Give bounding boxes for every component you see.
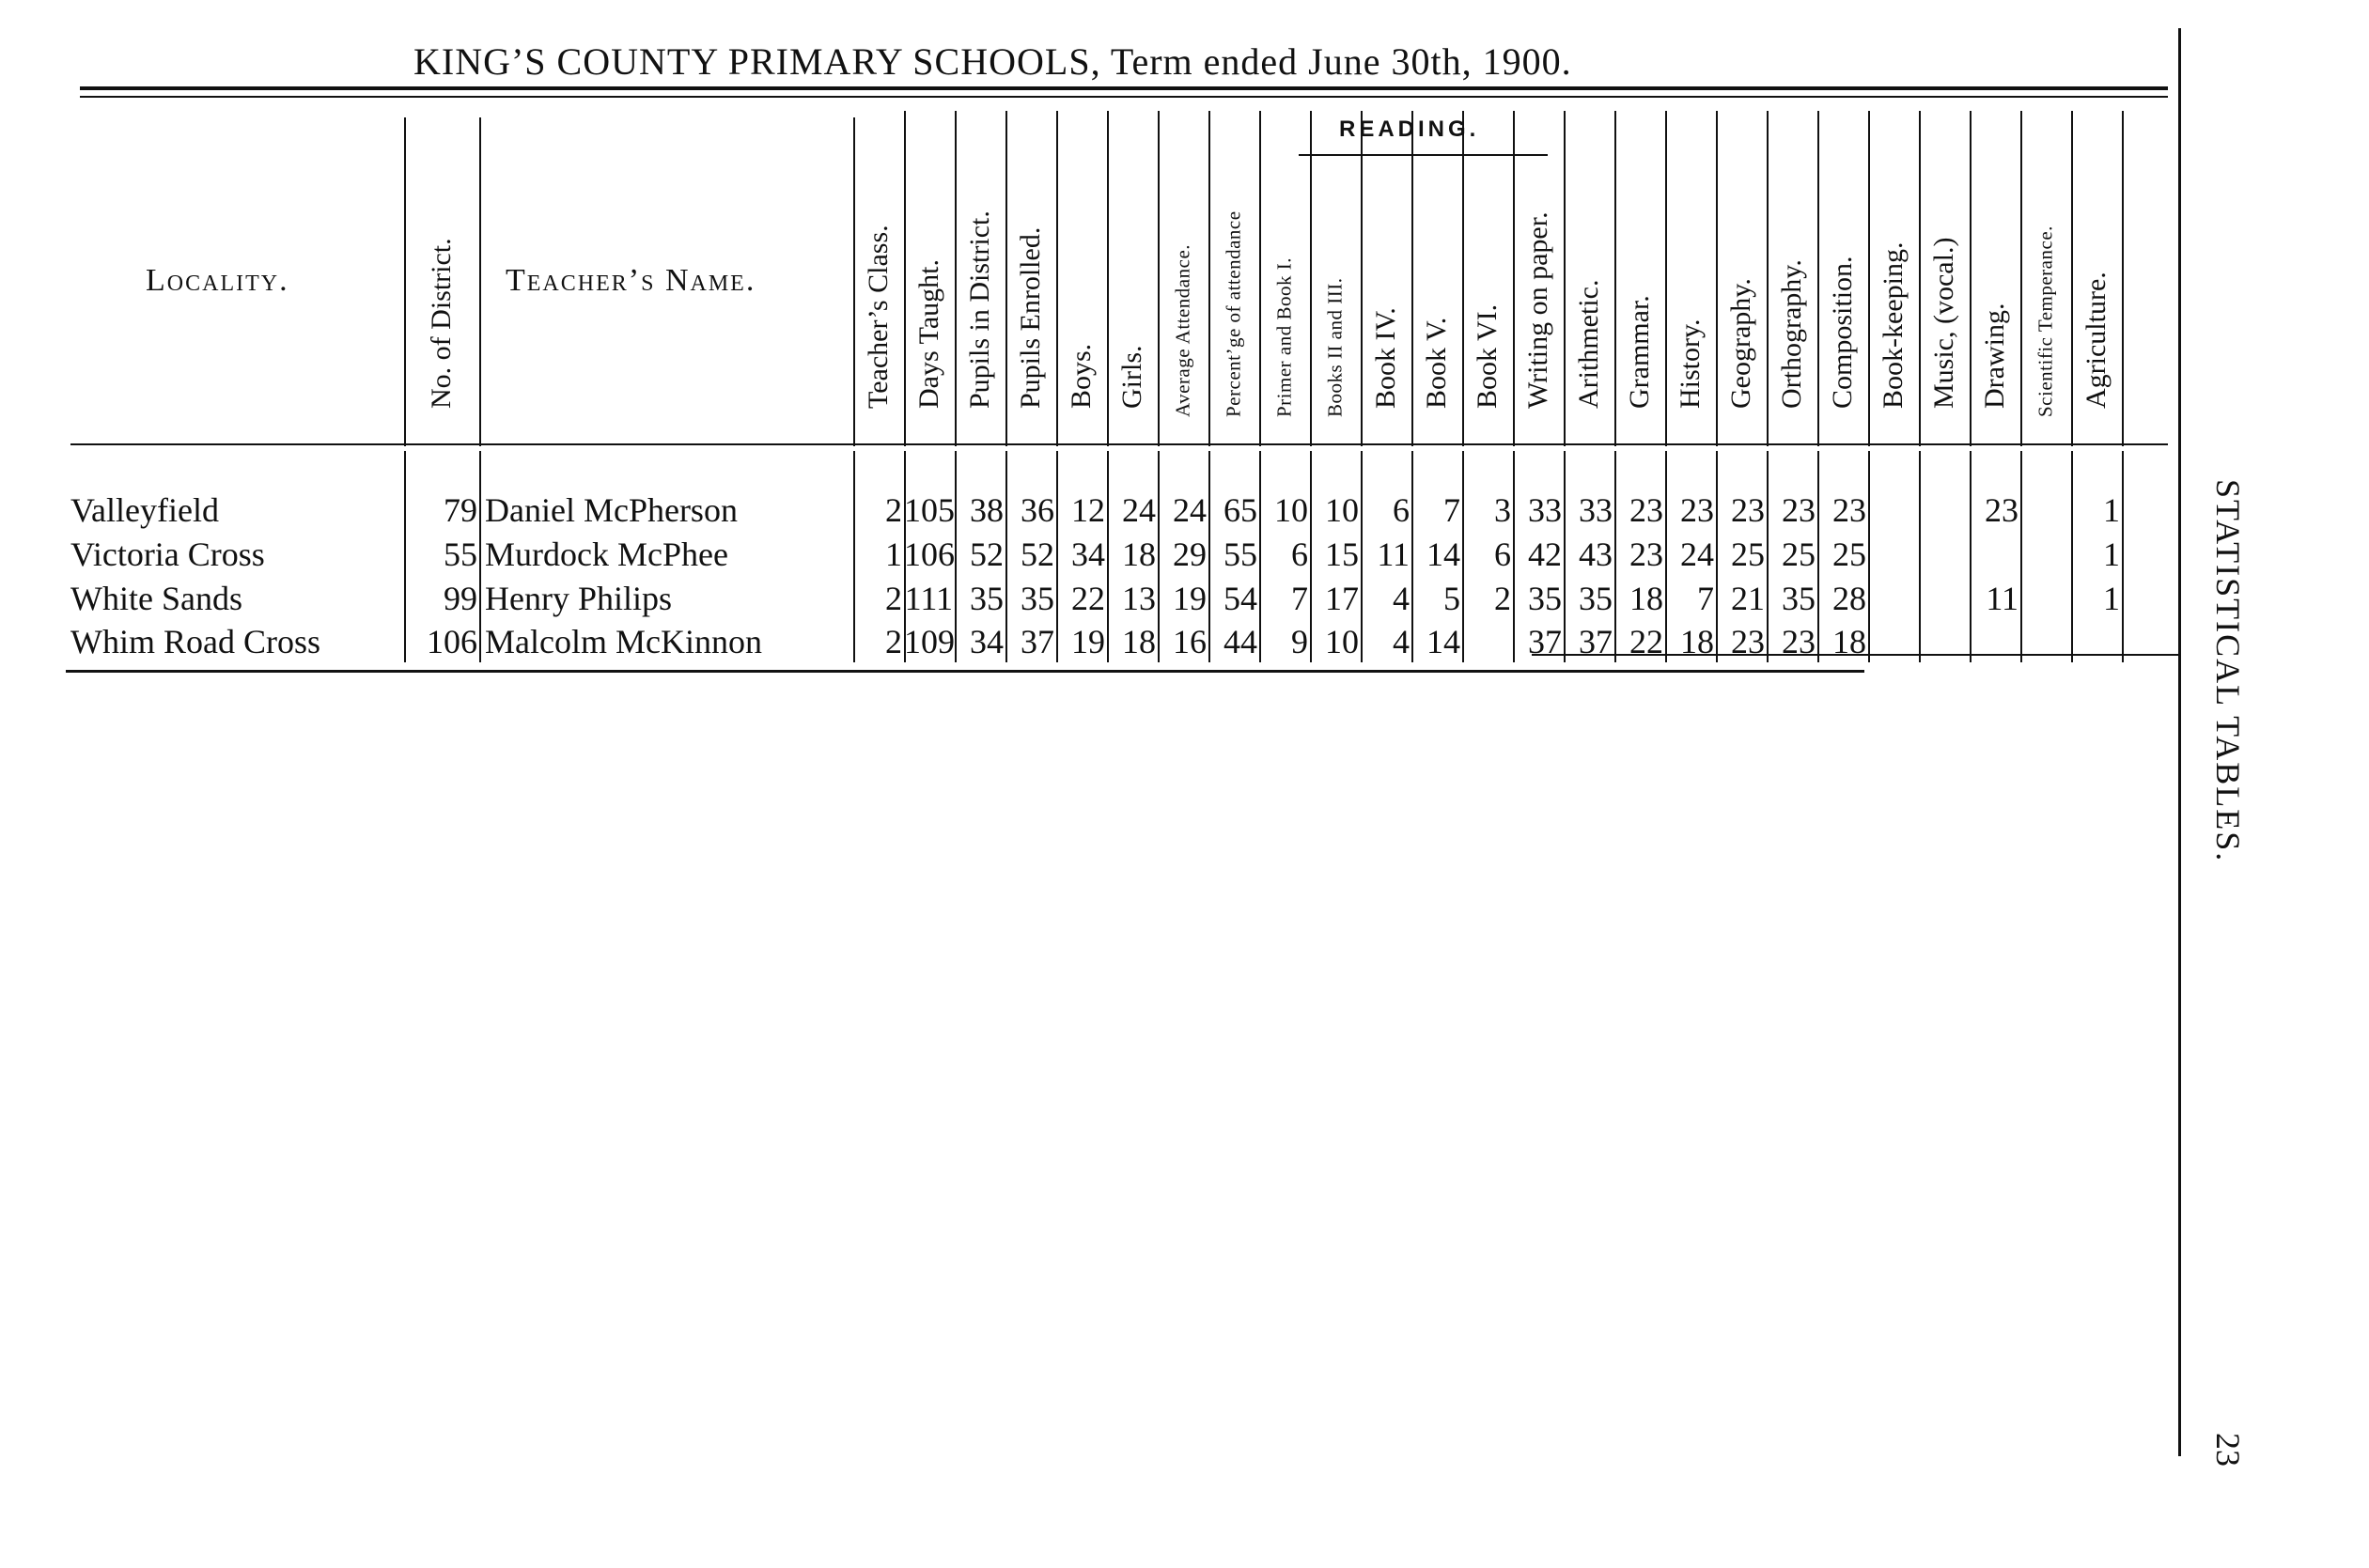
- header-teacher-class: [853, 117, 904, 437]
- header-book4: [1361, 117, 1411, 437]
- table-cell: 79: [444, 491, 477, 529]
- page-number: 23: [2209, 1433, 2247, 1467]
- header-label: Arithmetic.: [1573, 279, 1604, 409]
- table-cell: 106: [427, 623, 477, 660]
- header-label: Drawing.: [1979, 303, 2010, 409]
- table-cell: 7: [1443, 491, 1460, 529]
- table-cell: 25: [1832, 536, 1866, 573]
- header-composition: [1817, 117, 1868, 437]
- header-label: No. of District.: [426, 238, 457, 409]
- table-cell: 19: [1071, 623, 1105, 660]
- table-cell: 6: [1291, 536, 1308, 573]
- table-cell: 35: [1782, 580, 1816, 617]
- side-title: STATISTICAL TABLES.: [2209, 479, 2247, 863]
- header-scientific-temperance: [2020, 117, 2071, 437]
- table-cell: 5: [1443, 580, 1460, 617]
- table-cell: 29: [1173, 536, 1207, 573]
- header-label: Writing on paper.: [1522, 211, 1553, 409]
- header-percentage-attendance: [1208, 117, 1259, 437]
- table-cell: 37: [1528, 623, 1562, 660]
- table-cell: 3: [1494, 491, 1511, 529]
- table-bottom-rule: [66, 670, 1864, 673]
- table-cell: 18: [1680, 623, 1714, 660]
- column-rule-body: [1868, 451, 1870, 662]
- header-pupils-in-district: [955, 117, 1005, 437]
- table-cell: 23: [1985, 491, 2018, 529]
- table-cell: 109: [904, 623, 955, 660]
- column-rule-body: [2122, 451, 2124, 662]
- header-label: Pupils Enrolled.: [1015, 226, 1046, 409]
- table-cell: 25: [1731, 536, 1765, 573]
- header-label: Girls.: [1116, 345, 1147, 409]
- table-cell: 55: [444, 536, 477, 573]
- table-cell: 1: [885, 536, 902, 573]
- header-label: Days Taught.: [913, 259, 944, 409]
- header-drawing: [1970, 117, 2020, 437]
- table-cell: 24: [1122, 491, 1156, 529]
- header-days-taught: [904, 117, 955, 437]
- table-cell: 44: [1223, 623, 1257, 660]
- table-cell: 33: [1579, 491, 1613, 529]
- header-label: Composition.: [1827, 256, 1858, 409]
- table-cell: 24: [1680, 536, 1714, 573]
- header-bottom-rule: [70, 443, 2168, 445]
- table-cell: 24: [1173, 491, 1207, 529]
- table-cell: 23: [1782, 491, 1816, 529]
- header-label: Books II and III.: [1323, 277, 1347, 417]
- table-cell: 55: [1223, 536, 1257, 573]
- table-cell: 4: [1393, 580, 1410, 617]
- table-cell: 52: [1021, 536, 1054, 573]
- reading-group-label: READING.: [1339, 116, 1480, 142]
- header-label: Teacher’s Class.: [863, 225, 894, 409]
- header-pupils-enrolled: [1005, 117, 1056, 437]
- table-cell: Henry Philips: [485, 580, 673, 617]
- table-cell: 43: [1579, 536, 1613, 573]
- table-cell: 11: [1986, 580, 2018, 617]
- table-cell: Daniel McPherson: [485, 491, 738, 529]
- table-cell: 38: [970, 491, 1004, 529]
- header-boys: [1056, 117, 1107, 437]
- table-cell: 2: [885, 623, 902, 660]
- table-cell: 111: [904, 580, 953, 617]
- table-cell: 13: [1122, 580, 1156, 617]
- header-label: Grammar.: [1624, 295, 1655, 409]
- table-cell: 2: [1494, 580, 1511, 617]
- header-average-attendance: [1158, 117, 1208, 437]
- table-cell: 7: [1291, 580, 1308, 617]
- header-books-2-3: [1310, 117, 1361, 437]
- header-label: Scientific Temperance.: [2034, 225, 2057, 417]
- header-girls: [1107, 117, 1158, 437]
- page-title: KING’S COUNTY PRIMARY SCHOOLS, Term ended June 30th, 1900.: [413, 40, 1572, 83]
- table-cell: Malcolm McKinnon: [485, 623, 762, 660]
- table-cell: 4: [1393, 623, 1410, 660]
- header-history: [1665, 117, 1716, 437]
- header-label: Book IV.: [1370, 307, 1401, 409]
- header-label: Book VI.: [1472, 303, 1503, 409]
- table-cell: 22: [1071, 580, 1105, 617]
- table-cell: 2: [885, 491, 902, 529]
- table-cell: 12: [1071, 491, 1105, 529]
- header-grammar: [1614, 117, 1665, 437]
- table-cell: Whim Road Cross: [70, 623, 320, 660]
- table-cell: 34: [970, 623, 1004, 660]
- table-cell: 23: [1680, 491, 1714, 529]
- table-cell: 35: [970, 580, 1004, 617]
- header-label: Pupils in District.: [964, 210, 995, 409]
- header-book6: [1462, 117, 1513, 437]
- table-cell: 6: [1393, 491, 1410, 529]
- header-label: Boys.: [1066, 343, 1097, 409]
- table-cell: 23: [1629, 491, 1663, 529]
- table-cell: 65: [1223, 491, 1257, 529]
- header-book5: [1411, 117, 1462, 437]
- header-music: [1919, 117, 1970, 437]
- table-cell: 23: [1731, 491, 1765, 529]
- header-arithmetic: [1564, 117, 1614, 437]
- table-cell: 35: [1528, 580, 1562, 617]
- table-cell: 10: [1325, 491, 1359, 529]
- column-rule-body: [1919, 451, 1921, 662]
- table-cell: 10: [1274, 491, 1308, 529]
- table-cell: Valleyfield: [70, 491, 219, 529]
- table-cell: 18: [1122, 623, 1156, 660]
- header-top-rule-thin: [80, 96, 2168, 98]
- header-district: [404, 117, 479, 437]
- table-cell: 14: [1426, 536, 1460, 573]
- column-rule-body: [2020, 451, 2022, 662]
- header-top-rule: [80, 86, 2168, 90]
- table-cell: White Sands: [70, 580, 242, 617]
- table-cell: 9: [1291, 623, 1308, 660]
- table-cell: 37: [1579, 623, 1613, 660]
- column-rule: [479, 117, 481, 446]
- table-cell: 35: [1021, 580, 1054, 617]
- header-label: Percent’ge of attendance: [1222, 210, 1245, 417]
- table-cell: 1: [2103, 580, 2120, 617]
- header-label: Book V.: [1421, 317, 1452, 409]
- table-cell: 23: [1629, 536, 1663, 573]
- table-cell: 34: [1071, 536, 1105, 573]
- table-cell: 21: [1731, 580, 1765, 617]
- header-book-keeping: [1868, 117, 1919, 437]
- table-cell: 2: [885, 580, 902, 617]
- header-label: Orthography.: [1776, 259, 1807, 409]
- table-cell: 19: [1173, 580, 1207, 617]
- table-cell: 18: [1629, 580, 1663, 617]
- table-cell: 54: [1223, 580, 1257, 617]
- table-cell: 18: [1122, 536, 1156, 573]
- column-rule: [2122, 111, 2124, 446]
- table-cell: 6: [1494, 536, 1511, 573]
- table-cell: 99: [444, 580, 477, 617]
- page-right-rule: [2178, 28, 2181, 1456]
- table-cell: 11: [1377, 536, 1410, 573]
- table-cell: 105: [904, 491, 955, 529]
- header-agriculture: [2071, 117, 2122, 437]
- table-cell: 16: [1173, 623, 1207, 660]
- header-geography: [1716, 117, 1767, 437]
- table-cell: Victoria Cross: [70, 536, 265, 573]
- column-rule-body: [1970, 451, 1972, 662]
- table-cell: 15: [1325, 536, 1359, 573]
- table-cell: 22: [1629, 623, 1663, 660]
- table-cell: 33: [1528, 491, 1562, 529]
- header-label: Average Attendance.: [1171, 243, 1194, 417]
- table-cell: 14: [1426, 623, 1460, 660]
- header-label: History.: [1675, 318, 1706, 409]
- table-cell: 17: [1325, 580, 1359, 617]
- table-cell: 1: [2103, 491, 2120, 529]
- table-cell: 106: [904, 536, 955, 573]
- table-cell: 42: [1528, 536, 1562, 573]
- table-cell: 37: [1021, 623, 1054, 660]
- header-label: Geography.: [1725, 278, 1756, 409]
- header-primer-book1: [1259, 117, 1310, 437]
- header-writing-on-paper: [1513, 117, 1564, 437]
- header-label: Book-keeping.: [1878, 241, 1909, 409]
- table-cell: 23: [1731, 623, 1765, 660]
- table-cell: 28: [1832, 580, 1866, 617]
- table-cell: 36: [1021, 491, 1054, 529]
- table-cell: 18: [1832, 623, 1866, 660]
- table-cell: 35: [1579, 580, 1613, 617]
- column-rule-body: [479, 451, 481, 662]
- teacher-header: Teacher’s Name.: [506, 263, 756, 298]
- table-cell: 52: [970, 536, 1004, 573]
- table-cell: 7: [1697, 580, 1714, 617]
- table-cell: 1: [2103, 536, 2120, 573]
- header-orthography: [1767, 117, 1817, 437]
- locality-header: Locality.: [146, 263, 289, 298]
- table-cell: Murdock McPhee: [485, 536, 728, 573]
- table-cell: 23: [1832, 491, 1866, 529]
- table-cell: 25: [1782, 536, 1816, 573]
- table-cell: 10: [1325, 623, 1359, 660]
- header-label: Music, (vocal.): [1928, 237, 1959, 409]
- table-cell: 23: [1782, 623, 1816, 660]
- header-label: Primer and Book I.: [1272, 257, 1296, 417]
- header-label: Agriculture.: [2081, 272, 2112, 409]
